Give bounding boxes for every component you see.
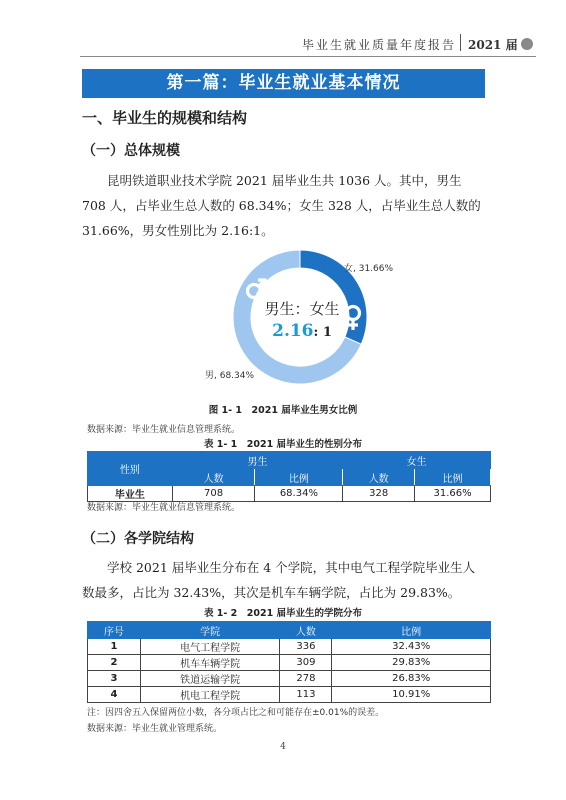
college-table-cell: 278 (280, 671, 332, 687)
subsection-heading-colleges: （二）各学院结构 (82, 531, 194, 547)
table-row (88, 639, 491, 655)
header-dot-icon (521, 38, 533, 50)
female-ratio-cell: 31.66% (415, 486, 491, 502)
subsection-heading-overall: （一）总体规模 (82, 143, 180, 159)
table1-source: 数据来源：毕业生就业信息管理系统。 (87, 503, 241, 513)
row-label: 毕业生 (88, 486, 173, 502)
col-male-count: 人数 (172, 469, 255, 486)
ratio-label: 男生：女生 (264, 300, 340, 318)
table2-note: 注：因四舍五入保留两位小数，各分项占比之和可能存在±0.01%的误差。 (87, 708, 385, 718)
college-table-cell: 336 (280, 639, 332, 655)
male-slice-label: 男, 68.34% (205, 371, 255, 381)
header-rule (80, 56, 536, 57)
col-male-ratio: 比例 (255, 469, 343, 486)
figure-caption: 图 1- 1 2021 届毕业生男女比例 (208, 405, 358, 416)
page-number: 4 (280, 742, 286, 752)
table-row (88, 687, 491, 703)
header-title: 毕业生就业质量年度报告 (301, 38, 456, 52)
ratio-value (247, 321, 357, 341)
college-table-header: 序号 (88, 622, 141, 639)
college-table-header: 人数 (280, 622, 332, 639)
chapter-banner: 第一篇：毕业生就业基本情况 (82, 69, 485, 98)
college-table-cell: 29.83% (332, 655, 491, 671)
col-gender: 性别 (88, 452, 173, 486)
college-table-cell: 机车车辆学院 (140, 655, 280, 671)
table-row (88, 671, 491, 687)
table-row (88, 655, 491, 671)
college-table-cell: 3 (88, 671, 141, 687)
col-female-ratio: 比例 (415, 469, 491, 486)
col-female: 女生 (343, 452, 491, 469)
table2-caption: 表 1- 2 2021 届毕业生的学院分布 (203, 608, 363, 619)
col-female-count: 人数 (343, 469, 415, 486)
college-table-cell: 机电工程学院 (140, 687, 280, 703)
college-table (87, 621, 491, 703)
paragraph-overall: 昆明铁道职业技术学院 2021 届毕业生共 1036 人。其中，男生 708 人，占毕业生总人数的 68.34%；女生 328 人，占毕业生总人数的 31.66%，男女性别比为 2.16:1。 (82, 173, 481, 238)
female-slice-label: 女, 31.66% (344, 264, 394, 274)
header-year: 2021 届 (468, 38, 518, 52)
college-table-header: 学院 (140, 622, 280, 639)
page-header (0, 0, 566, 60)
gender-table (87, 451, 491, 502)
figure-source: 数据来源：毕业生就业信息管理系统。 (87, 425, 241, 435)
college-table-cell: 2 (88, 655, 141, 671)
college-table-cell: 10.91% (332, 687, 491, 703)
col-male: 男生 (172, 452, 343, 469)
college-table-cell: 4 (88, 687, 141, 703)
college-table-cell: 309 (280, 655, 332, 671)
female-count-cell: 328 (343, 486, 415, 502)
header-divider (460, 34, 461, 51)
college-table-cell: 电气工程学院 (140, 639, 280, 655)
male-count-cell: 708 (172, 486, 255, 502)
college-table-cell: 32.43% (332, 639, 491, 655)
donut-center (247, 298, 357, 341)
male-ratio-cell: 68.34% (255, 486, 343, 502)
paragraph-colleges: 学校 2021 届毕业生分布在 4 个学院，其中电气工程学院毕业生人数最多，占比为 32.43%，其次是机车车辆学院，占比为 29.83%。 (82, 560, 476, 600)
college-table-cell: 26.83% (332, 671, 491, 687)
college-table-header: 比例 (332, 622, 491, 639)
college-table-cell: 1 (88, 639, 141, 655)
section-heading: 一、毕业生的规模和结构 (82, 109, 248, 127)
college-table-cell: 113 (280, 687, 332, 703)
ratio-value-big: 2.16 (272, 321, 314, 341)
college-table-cell: 铁道运输学院 (140, 671, 280, 687)
ratio-value-small: : 1 (313, 325, 332, 340)
table2-source: 数据来源：毕业生就业管理系统。 (87, 724, 223, 734)
table1-caption: 表 1- 1 2021 届毕业生的性别分布 (203, 439, 363, 450)
